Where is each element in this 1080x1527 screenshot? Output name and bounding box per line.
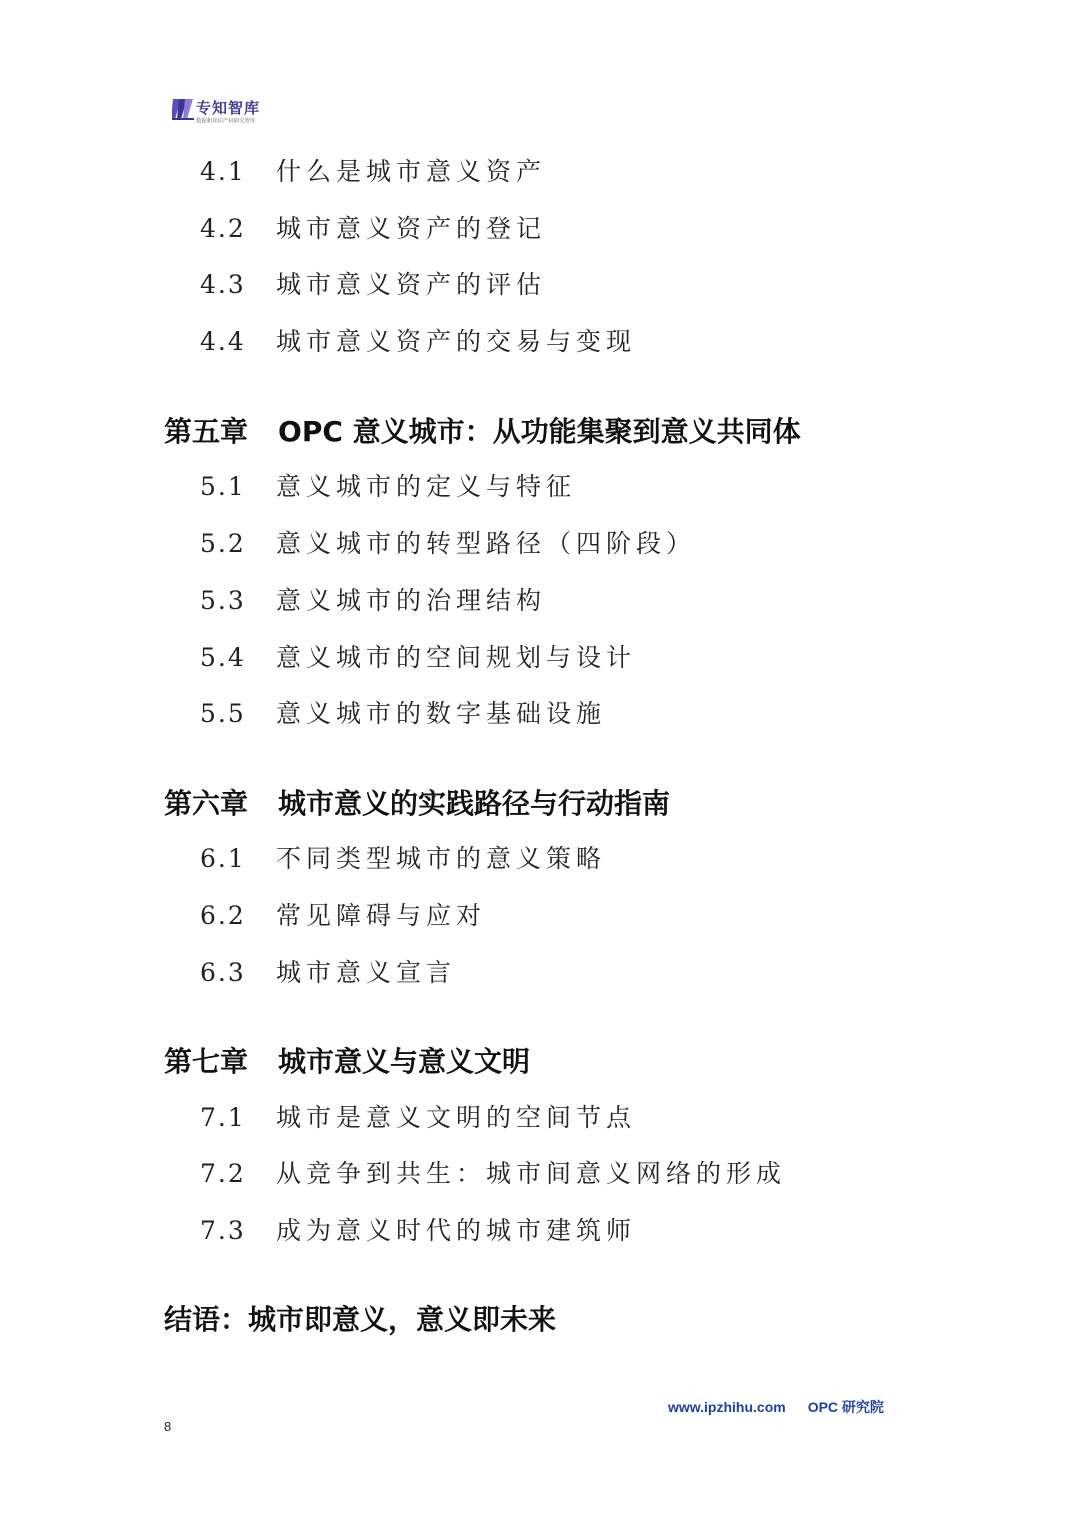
toc-item-text: 意义城市的转型路径（四阶段） xyxy=(276,529,697,558)
logo xyxy=(172,96,312,126)
toc-item[interactable] xyxy=(200,1100,636,1136)
chapter-label: 第六章 xyxy=(164,787,249,820)
toc-item-text: 什么是城市意义资产 xyxy=(276,157,547,186)
toc-item-number: 6.2 xyxy=(200,901,246,930)
toc-item-number: 4.3 xyxy=(200,270,246,299)
logo-mark-icon xyxy=(172,96,194,122)
toc-item-number: 4.4 xyxy=(200,327,246,356)
toc-item[interactable] xyxy=(200,154,546,190)
toc-item[interactable] xyxy=(200,211,546,247)
toc-item-number: 5.4 xyxy=(200,643,246,672)
toc-item-number: 5.5 xyxy=(200,699,246,728)
toc-item[interactable] xyxy=(200,1213,636,1249)
toc-item-number: 7.3 xyxy=(200,1216,246,1245)
chapter-title: 城市意义的实践路径与行动指南 xyxy=(278,787,671,820)
toc-item-number: 4.1 xyxy=(200,157,246,186)
footer-org: OPC 研究院 xyxy=(807,1399,884,1415)
toc-item-text: 常见障碍与应对 xyxy=(276,901,487,930)
toc-item-number: 4.2 xyxy=(200,214,246,243)
footer-url-link[interactable]: www.ipzhihu.com xyxy=(668,1399,786,1415)
toc-item-number: 6.1 xyxy=(200,844,246,873)
toc-item[interactable] xyxy=(200,1156,786,1192)
toc-item-text: 城市意义资产的评估 xyxy=(276,270,547,299)
toc-item-text: 意义城市的空间规划与设计 xyxy=(276,643,637,672)
chapter-heading[interactable] xyxy=(164,1042,530,1082)
chapter-heading[interactable] xyxy=(164,412,801,452)
chapter-title: OPC 意义城市：从功能集聚到意义共同体 xyxy=(278,415,801,448)
toc-item[interactable] xyxy=(200,898,486,934)
logo-brand: 专知智库 xyxy=(196,99,261,117)
toc-item[interactable] xyxy=(200,324,636,360)
toc-item-text: 意义城市的治理结构 xyxy=(276,586,547,615)
chapter-label: 第七章 xyxy=(164,1045,249,1078)
chapter-title: 城市意义与意义文明 xyxy=(278,1045,531,1078)
closing-heading[interactable]: 结语：城市即意义，意义即未来 xyxy=(164,1303,557,1336)
toc-item-text: 意义城市的数字基础设施 xyxy=(276,699,607,728)
toc-item-text: 不同类型城市的意义策略 xyxy=(276,844,607,873)
logo-tagline: 数据和知识产权研究智库 xyxy=(196,117,256,125)
toc-item-number: 7.2 xyxy=(200,1159,246,1188)
toc-item[interactable] xyxy=(200,696,606,732)
toc-item[interactable] xyxy=(200,469,576,505)
toc-item[interactable] xyxy=(200,640,636,676)
toc-item-text: 城市意义资产的登记 xyxy=(276,214,547,243)
toc-item-text: 意义城市的定义与特征 xyxy=(276,472,577,501)
page-number: 8 xyxy=(164,1419,172,1434)
toc-item[interactable] xyxy=(200,583,546,619)
footer xyxy=(668,1397,884,1417)
toc-item-text: 从竞争到共生：城市间意义网络的形成 xyxy=(276,1159,787,1188)
toc-item-number: 5.3 xyxy=(200,586,246,615)
toc-item-text: 成为意义时代的城市建筑师 xyxy=(276,1216,637,1245)
toc-item-number: 5.2 xyxy=(200,529,246,558)
toc-item-text: 城市意义宣言 xyxy=(276,958,457,987)
toc-item-text: 城市是意义文明的空间节点 xyxy=(276,1103,637,1132)
toc-item-text: 城市意义资产的交易与变现 xyxy=(276,327,637,356)
toc-item-number: 7.1 xyxy=(200,1103,246,1132)
toc-item[interactable] xyxy=(200,267,546,303)
toc-item-number: 6.3 xyxy=(200,958,246,987)
chapter-label: 第五章 xyxy=(164,415,249,448)
chapter-heading[interactable] xyxy=(164,784,670,824)
toc-item[interactable] xyxy=(200,841,606,877)
toc-item[interactable] xyxy=(200,526,696,562)
toc-item[interactable] xyxy=(200,955,456,991)
toc-item-number: 5.1 xyxy=(200,472,246,501)
